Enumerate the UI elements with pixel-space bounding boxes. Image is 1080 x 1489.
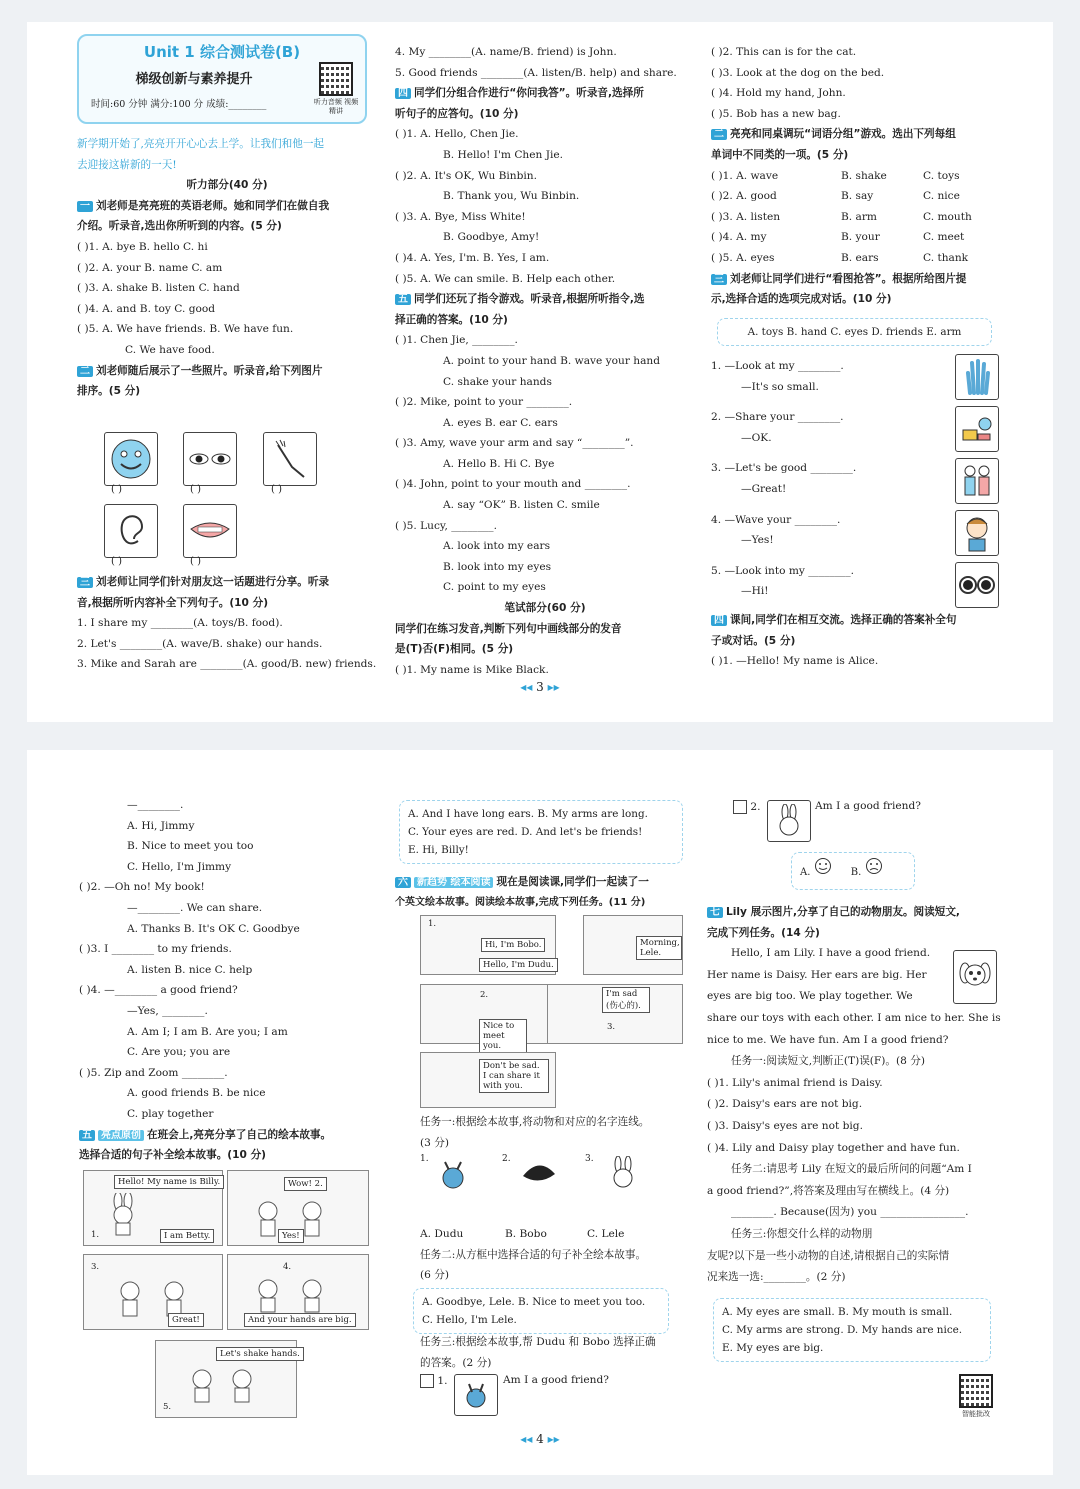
test-header — [77, 34, 367, 124]
task3-question-2: 2. — [733, 800, 760, 814]
waving-arm-picture — [263, 432, 317, 486]
writing-title: 笔试部分(60 分) — [504, 602, 586, 615]
section-tag: 新趋势 绘本阅读 — [414, 877, 493, 888]
speech-bubble: And your hands are big. — [244, 1313, 356, 1327]
passage-line: share our toys with each other. I am nice to her. She is — [707, 1011, 1001, 1024]
question-item: ( )1. Chen Jie, ________. — [395, 334, 518, 347]
qr-code-icon[interactable] — [319, 62, 353, 96]
question-item: ( )3. I ________ to my friends. — [79, 943, 232, 956]
story-panel-2 — [583, 915, 683, 975]
speech-bubble: Wow! 2. — [284, 1177, 327, 1191]
order-blank[interactable]: ( ) — [271, 484, 282, 495]
answer-line[interactable]: ________. Because(因为) you ________________. — [731, 1206, 969, 1219]
eyes-picture — [955, 562, 999, 608]
option-line: C. Hello, I'm Lele. — [422, 1314, 517, 1326]
section-number: 五 — [79, 1130, 95, 1141]
section-instruction: Lily 展示图片,分享了自己的动物朋友。阅读短文, — [726, 906, 960, 918]
word-option: C. thank — [923, 251, 969, 264]
question-item: 4. My ________(A. name/B. friend) is John. — [395, 46, 617, 58]
question-item: —________. — [127, 799, 184, 811]
dialogue-line: —Yes! — [741, 534, 774, 547]
question-item: ( )5. Lucy, ________. — [395, 519, 497, 532]
question-item: 3. Mike and Sarah are ________(A. good/B. new) friends. — [77, 658, 377, 671]
section-instruction: 介绍。听录音,选出你所听到的内容。(5 分) — [77, 220, 282, 233]
word-option: ( )4. A. my — [711, 231, 767, 244]
question-item: C. Hello, I'm Jimmy — [127, 860, 232, 873]
dialogue-line: —OK. — [741, 431, 772, 444]
section-instruction: 完成下列任务。(14 分) — [707, 926, 820, 939]
question-item: A. good friends B. be nice — [127, 1087, 266, 1100]
question-item: ( )5. A. We can smile. B. Help each other. — [395, 272, 616, 285]
speech-bubble: Hello! My name is Billy. — [114, 1175, 224, 1189]
question-item: A. say “OK” B. listen C. smile — [443, 499, 600, 512]
question-item: B. Nice to meet you too — [127, 840, 254, 853]
passage-line: nice to me. We have fun. Am I a good friend? — [707, 1033, 949, 1046]
question-item: ( )4. A. Yes, I'm. B. Yes, I am. — [395, 251, 550, 264]
question-item: B. Thank you, Wu Binbin. — [443, 190, 580, 203]
page-number-value: 3 — [536, 680, 544, 694]
task-instruction: 任务三:根据绘本故事,帮 Dudu 和 Bobo 选择正确 — [420, 1336, 656, 1348]
section-instruction: 音,根据所听内容补全下列句子。(10 分) — [77, 596, 269, 609]
task-instruction: 任务一:根据绘本故事,将动物和对应的名字连线。 — [420, 1116, 650, 1128]
friends-picture — [955, 458, 999, 504]
page-number-value: 4 — [536, 1432, 544, 1446]
section-instruction: 单词中不同类的一项。(5 分) — [711, 148, 849, 161]
section-instruction: 个英文绘本故事。阅读绘本故事,完成下列任务。(11 分) — [395, 896, 646, 908]
intro-line: 新学期开始了,亮亮开开心心去上学。让我们和他一起 — [77, 138, 325, 150]
question-item: ( )5. Zip and Zoom ________. — [79, 1066, 228, 1079]
section-number: 三 — [711, 274, 727, 285]
order-blank[interactable]: ( ) — [190, 556, 201, 567]
option-line: C. Your eyes are red. D. And let's be friends! — [408, 826, 643, 838]
section-instruction: 是(T)否(F)相同。(5 分) — [395, 643, 514, 656]
section-number: 三 — [77, 577, 93, 588]
question-item: A. look into my ears — [443, 540, 551, 553]
options-box — [413, 1288, 669, 1334]
question-item: C. point to my eyes — [443, 581, 546, 594]
section-instruction: 听句子的应答句。(10 分) — [395, 107, 519, 120]
eyes-picture — [183, 432, 237, 486]
tf-item: ( )1. Lily's animal friend is Daisy. — [707, 1076, 883, 1089]
speech-bubble: Hello, I'm Dudu. — [479, 958, 558, 972]
section-number: 一 — [77, 201, 93, 212]
speech-bubble: Yes! — [278, 1229, 304, 1243]
options-box — [713, 1298, 991, 1362]
question-item: A. eyes B. ear C. ears — [443, 416, 558, 429]
task-instruction: (6 分) — [420, 1269, 449, 1282]
column-1 — [79, 795, 379, 1166]
page-4 — [27, 750, 1053, 1475]
question-text: Am I a good friend? — [503, 1374, 609, 1386]
word-option: B. say — [841, 190, 874, 203]
question-item: ( )2. A. your B. name C. am — [77, 261, 223, 274]
speech-bubble: I am Betty. — [160, 1229, 214, 1243]
comic-panel-5 — [155, 1340, 300, 1418]
tf-item: ( )4. Lily and Daisy play together and have fun. — [707, 1141, 960, 1154]
dialogue-line: —Great! — [741, 482, 787, 495]
page-number: ◂◂ 3 ▸▸ — [520, 680, 560, 694]
task-instruction: 况来选一选:________。(2 分) — [707, 1271, 846, 1284]
tf-item: ( )2. Daisy's ears are not big. — [707, 1098, 863, 1111]
task-instruction: 任务二:请思考 Lily 在短文的最后所问的问题“Am I — [731, 1163, 972, 1176]
word-option: C. nice — [923, 190, 960, 203]
question-item: ( )5. Bob has a new bag. — [711, 107, 841, 120]
word-option: C. meet — [923, 231, 965, 244]
order-blank[interactable]: ( ) — [190, 484, 201, 495]
question-item: ( )5. A. We have friends. B. We have fun. — [77, 323, 294, 336]
face-options-box — [791, 852, 915, 890]
task-instruction: 任务二:从方框中选择合适的句子补全绘本故事。 — [420, 1248, 647, 1261]
speech-bubble: Let's shake hands. — [216, 1347, 304, 1361]
bobo-bird-icon — [517, 1154, 561, 1194]
section-instruction: 课间,同学们在相互交流。选择正确的答案补全句 — [730, 614, 957, 626]
question-item: ( )3. A. shake B. listen C. hand — [77, 282, 240, 295]
word-option: ( )3. A. listen — [711, 210, 781, 223]
task3-question-1: 1. — [420, 1374, 447, 1388]
picture-dialogues — [711, 356, 941, 602]
dialogue-line: 3. —Let's be good ________. — [711, 462, 857, 475]
word-option: ( )5. A. eyes — [711, 251, 775, 264]
lele-picture — [767, 800, 811, 842]
section-instruction: 排序。(5 分) — [77, 385, 141, 398]
name-option: A. Dudu — [420, 1228, 464, 1240]
qr-code-icon[interactable] — [959, 1374, 993, 1408]
column-2 — [395, 42, 695, 680]
blank-number: 3. — [607, 1022, 616, 1032]
question-item: 1. I share my ________(A. toys/B. food). — [77, 617, 283, 630]
dialogue-line: —It's so small. — [741, 380, 819, 393]
qr-label: 智能批改 — [962, 1410, 990, 1418]
word-option: B. your — [841, 231, 880, 244]
speech-bubble: Hi, I'm Bobo. — [481, 938, 545, 952]
dialogue-line: 2. —Share your ________. — [711, 411, 844, 424]
page-number: ◂◂ 4 ▸▸ — [520, 1432, 560, 1446]
comic-panel-1 — [83, 1170, 223, 1246]
section-instruction: 刘老师让同学们进行“看图抢答”。根据所给图片提 — [730, 272, 967, 285]
blank-number: 1. — [91, 1230, 100, 1240]
blank-number: 3. — [91, 1262, 100, 1272]
question-item: C. shake your hands — [443, 375, 552, 388]
blank-number: 1. — [428, 919, 437, 929]
option-letter: B. — [850, 867, 862, 878]
question-item: ( )3. Look at the dog on the bed. — [711, 66, 885, 79]
speech-bubble: I'm sad (伤心的). — [602, 987, 650, 1013]
comic-panel-2 — [227, 1170, 369, 1246]
word-option: B. ears — [841, 251, 879, 264]
story-panel-1 — [420, 915, 556, 975]
question-item: ( )1. My name is Mike Black. — [395, 663, 549, 676]
section-instruction: 亮亮和同桌调玩“词语分组”游戏。选出下列每组 — [730, 128, 956, 141]
animal-number: 1. — [420, 1154, 429, 1164]
question-item: A. Thanks B. It's OK C. Goodbye — [127, 922, 300, 935]
dialogue-line: 4. —Wave your ________. — [711, 513, 841, 526]
section-number: 四 — [711, 615, 727, 626]
options-box: A. toys B. hand C. eyes D. friends E. arm — [717, 318, 992, 346]
option-letter: A. — [800, 867, 811, 878]
question-item: ( )4. —________ a good friend? — [79, 984, 238, 997]
blank-number: 2. — [480, 990, 489, 1000]
question-item: ( )1. A. Hello, Chen Jie. — [395, 128, 519, 141]
section-instruction: 在班会上,亮亮分享了自己的绘本故事。 — [147, 1128, 332, 1141]
hand-picture — [955, 354, 999, 400]
question-item: —Yes, ________. — [127, 1004, 208, 1017]
comic-panel-4 — [227, 1254, 369, 1330]
column-1-bottom — [77, 572, 377, 675]
section-instruction: 示,选择合适的选项完成对话。(10 分) — [711, 293, 892, 306]
animal-number: 3. — [585, 1154, 594, 1164]
question-item: 2. Let's ________(A. wave/B. shake) our hands. — [77, 637, 323, 650]
dialogue-line: 5. —Look into my ________. — [711, 564, 855, 577]
speech-bubble: Nice to meet you. — [479, 1019, 527, 1053]
option-line: C. My arms are strong. D. My hands are nice. — [722, 1324, 963, 1336]
passage-line: Hello, I am Lily. I have a good friend. — [731, 947, 931, 960]
dialogue-line: 1. —Look at my ________. — [711, 360, 844, 372]
section-instruction: 刘老师是亮亮班的英语老师。她和同学们在做自我 — [96, 199, 330, 212]
lele-rabbit-icon — [603, 1154, 643, 1194]
speech-bubble: Don't be sad. I can share it with you. — [479, 1059, 549, 1093]
section-number: 二 — [711, 129, 727, 140]
section-number: 二 — [77, 366, 93, 377]
question-item: ( )1. —Hello! My name is Alice. — [711, 655, 879, 668]
question-item: ( )4. John, point to your mouth and ________. — [395, 478, 631, 491]
question-item: 5. Good friends ________(A. listen/B. help) and share. — [395, 66, 677, 79]
test-title: Unit 1 综合测试卷(B) — [143, 43, 301, 61]
mouth-picture — [183, 504, 237, 558]
question-item: ( )2. —Oh no! My book! — [79, 881, 205, 894]
section-instruction: 选择合适的句子补全绘本故事。(10 分) — [79, 1149, 267, 1162]
ear-picture — [104, 504, 158, 558]
story-panel-4 — [547, 984, 683, 1044]
word-option: B. shake — [841, 169, 887, 182]
blank-number: 4. — [283, 1262, 292, 1272]
section-instruction: 子或对话。(5 分) — [711, 634, 796, 647]
section-instruction: 同学们在练习发音,判断下列句中画线部分的发音 — [395, 622, 622, 635]
daisy-dog-picture — [953, 950, 997, 1004]
dialogue-line: —Hi! — [741, 585, 769, 598]
question-item: B. Hello! I'm Chen Jie. — [443, 148, 563, 161]
toys-picture — [955, 406, 999, 452]
passage-line: eyes are big too. We play together. We — [707, 990, 913, 1003]
question-item: ( )3. Amy, wave your arm and say “________”. — [395, 437, 634, 450]
question-item: C. Are you; you are — [127, 1046, 231, 1059]
section-instruction: 同学们分组合作进行“你问我答”。听录音,选择所 — [414, 87, 644, 100]
column-1 — [77, 134, 377, 402]
tf-item: ( )3. Daisy's eyes are not big. — [707, 1119, 863, 1132]
section-number: 四 — [395, 88, 411, 99]
question-item: ( )1. A. bye B. hello C. hi — [77, 240, 208, 253]
task-instruction: 任务一:阅读短文,判断正(T)误(F)。(8 分) — [731, 1055, 925, 1068]
section-number: 五 — [395, 294, 411, 305]
task-instruction: 友呢?以下是一些小动物的自述,请根据自己的实际情 — [707, 1249, 950, 1262]
section-instruction: 现在是阅读课,同学们一起读了一 — [496, 876, 649, 888]
question-item: ( )2. A. It's OK, Wu Binbin. — [395, 169, 537, 182]
section-instruction: 择正确的答案。(10 分) — [395, 313, 508, 326]
section-instruction: 同学们还玩了指令游戏。听录音,根据所听指令,选 — [414, 293, 645, 306]
order-blank[interactable]: ( ) — [111, 556, 122, 567]
name-option: C. Lele — [587, 1228, 625, 1240]
question-text: Am I a good friend? — [815, 800, 921, 812]
section-instruction: 刘老师让同学们针对朋友这一话题进行分享。听录 — [96, 576, 330, 588]
task-instruction: 的答案。(2 分) — [420, 1356, 492, 1369]
qr-label: 听力音频 视频精讲 — [313, 98, 359, 115]
column-2-tasks — [420, 1112, 690, 1153]
question-item: B. Goodbye, Amy! — [443, 231, 540, 244]
test-subtitle: 梯级创新与素养提升 — [135, 72, 253, 87]
question-item: ( )2. Mike, point to your ________. — [395, 396, 573, 409]
word-option: ( )1. A. wave — [711, 169, 779, 182]
task-instruction: a good friend?”,将答案及理由写在横线上。(4 分) — [707, 1184, 950, 1197]
smiley-face-picture — [104, 432, 158, 486]
answer-checkbox[interactable] — [420, 1374, 434, 1388]
word-option: B. arm — [841, 210, 877, 223]
question-item: ( )4. A. and B. toy C. good — [77, 302, 216, 315]
comic-panel-3 — [83, 1254, 223, 1330]
question-item: A. point to your hand B. wave your hand — [443, 354, 660, 367]
question-item: A. Am I; I am B. Are you; I am — [127, 1025, 288, 1038]
speech-bubble: Morning, Lele. — [636, 936, 682, 960]
option-line: A. My eyes are small. B. My mouth is small. — [722, 1306, 953, 1318]
question-item: A. Hi, Jimmy — [127, 819, 195, 832]
story-panel-3 — [420, 984, 556, 1051]
page-3 — [27, 22, 1053, 722]
listening-title: 听力部分(40 分) — [186, 179, 268, 192]
answer-checkbox[interactable] — [733, 800, 747, 814]
sad-face-icon[interactable] — [865, 857, 883, 875]
word-option: C. mouth — [923, 210, 972, 223]
question-item: ( )3. A. Bye, Miss White! — [395, 210, 526, 223]
order-blank[interactable]: ( ) — [111, 484, 122, 495]
name-options — [420, 1224, 690, 1286]
story-panel-5 — [420, 1052, 556, 1108]
question-item: ( )4. Hold my hand, John. — [711, 87, 846, 100]
column-2-reading — [395, 872, 695, 913]
question-item: C. play together — [127, 1107, 214, 1120]
option-line: E. My eyes are big. — [722, 1342, 824, 1354]
question-item: —________. We can share. — [127, 901, 263, 914]
column-3-bottom — [711, 610, 1011, 672]
happy-face-icon[interactable] — [814, 857, 832, 875]
option-line: E. Hi, Billy! — [408, 844, 469, 856]
speech-bubble: Great! — [168, 1313, 204, 1327]
passage-line: Her name is Daisy. Her ears are big. Her — [707, 968, 927, 981]
section-tag: 亮点原创 — [98, 1130, 144, 1141]
question-item: B. look into my eyes — [443, 560, 552, 573]
question-item: A. listen B. nice C. help — [127, 963, 253, 976]
name-option: B. Bobo — [505, 1228, 547, 1240]
task-instruction: 任务三:你想交什么样的动物朋 — [731, 1227, 873, 1240]
column-3 — [711, 42, 1011, 310]
word-option: C. toys — [923, 169, 960, 182]
column-2-task3 — [420, 1332, 690, 1373]
section-number: 六 — [395, 877, 411, 888]
animal-number: 2. — [502, 1154, 511, 1164]
option-line: A. And I have long ears. B. My arms are long. — [408, 808, 648, 820]
word-option: ( )2. A. good — [711, 190, 777, 203]
intro-line: 去迎接这崭新的一天! — [77, 158, 177, 171]
section-number: 七 — [707, 907, 723, 918]
task-instruction: (3 分) — [420, 1136, 449, 1149]
option-line: A. Goodbye, Lele. B. Nice to meet you too. — [422, 1296, 646, 1308]
dudu-picture — [454, 1374, 498, 1416]
blank-number: 5. — [163, 1402, 172, 1412]
dudu-animal-icon — [435, 1154, 475, 1194]
section-instruction: 刘老师随后展示了一些照片。听录音,给下列图片 — [96, 364, 323, 377]
boy-arm-picture — [955, 510, 999, 556]
test-meta: 时间:60 分钟 满分:100 分 成绩:________ — [91, 99, 267, 110]
options-box — [399, 800, 683, 864]
question-item: A. Hello B. Hi C. Bye — [443, 457, 555, 470]
question-item: ( )2. This can is for the cat. — [711, 46, 857, 58]
question-item: C. We have food. — [125, 343, 215, 356]
